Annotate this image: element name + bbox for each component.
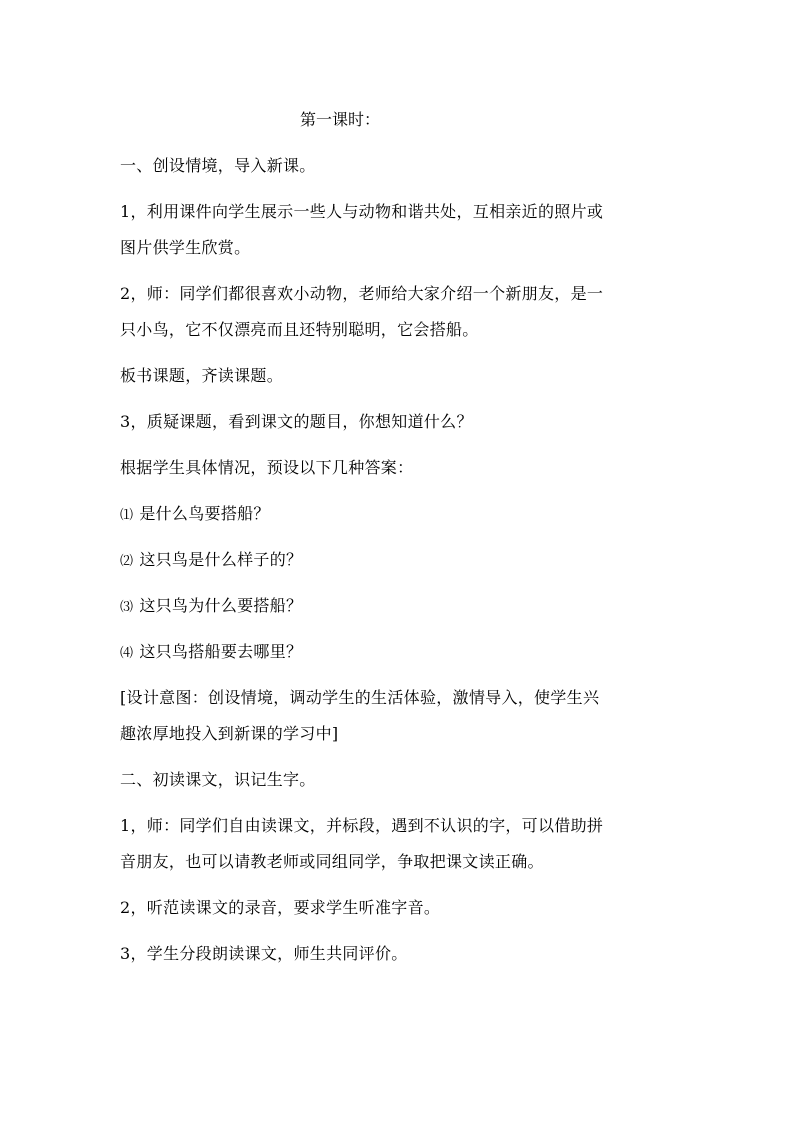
paragraph-line: 板书课题，齐读课题。 — [120, 366, 284, 385]
paragraph-line: 1，利用课件向学生展示一些人与动物和谐共处，互相亲近的照片或 — [120, 202, 604, 221]
list-number: ⑴ — [120, 508, 134, 523]
paragraph-line: 只小鸟，它不仅漂亮而且还特别聪明，它会搭船。 — [120, 320, 479, 339]
design-note: 趣浓厚地投入到新课的学习中] — [120, 724, 339, 743]
list-number: ⑵ — [120, 554, 134, 569]
paragraph-line: 2，师：同学们都很喜欢小动物，老师给大家介绍一个新朋友，是一 — [120, 284, 604, 303]
list-item: ⑵ 这只鸟是什么样子的？ — [120, 550, 303, 569]
list-item: ⑶ 这只鸟为什么要搭船？ — [120, 596, 303, 615]
paragraph-line: 3，质疑课题，看到课文的题目，你想知道什么？ — [120, 412, 473, 431]
lesson-title: 第一课时： — [300, 110, 381, 129]
section-heading: 一、创设情境，导入新课。 — [120, 156, 316, 175]
paragraph-line: 3，学生分段朗读课文，师生共同评价。 — [120, 944, 408, 963]
paragraph-line: 2，听范读课文的录音，要求学生听准字音。 — [120, 898, 441, 917]
paragraph-line: 根据学生具体情况，预设以下几种答案： — [120, 458, 414, 477]
list-item: ⑷ 这只鸟搭船要去哪里？ — [120, 642, 303, 661]
list-number: ⑶ — [120, 600, 134, 615]
paragraph-line: 1，师：同学们自由读课文，并标段，遇到不认识的字，可以借助拼 — [120, 816, 604, 835]
design-note: [设计意图：创设情境，调动学生的生活体验，激情导入，使学生兴 — [120, 688, 600, 707]
list-number: ⑷ — [120, 646, 134, 661]
paragraph-line: 图片供学生欣赏。 — [120, 238, 251, 257]
section-heading: 二、初读课文，识记生字。 — [120, 770, 316, 789]
paragraph-line: 音朋友，也可以请教老师或同组同学，争取把课文读正确。 — [120, 852, 544, 871]
list-item: ⑴ 是什么鸟要搭船？ — [120, 504, 270, 523]
document-body — [120, 102, 680, 982]
